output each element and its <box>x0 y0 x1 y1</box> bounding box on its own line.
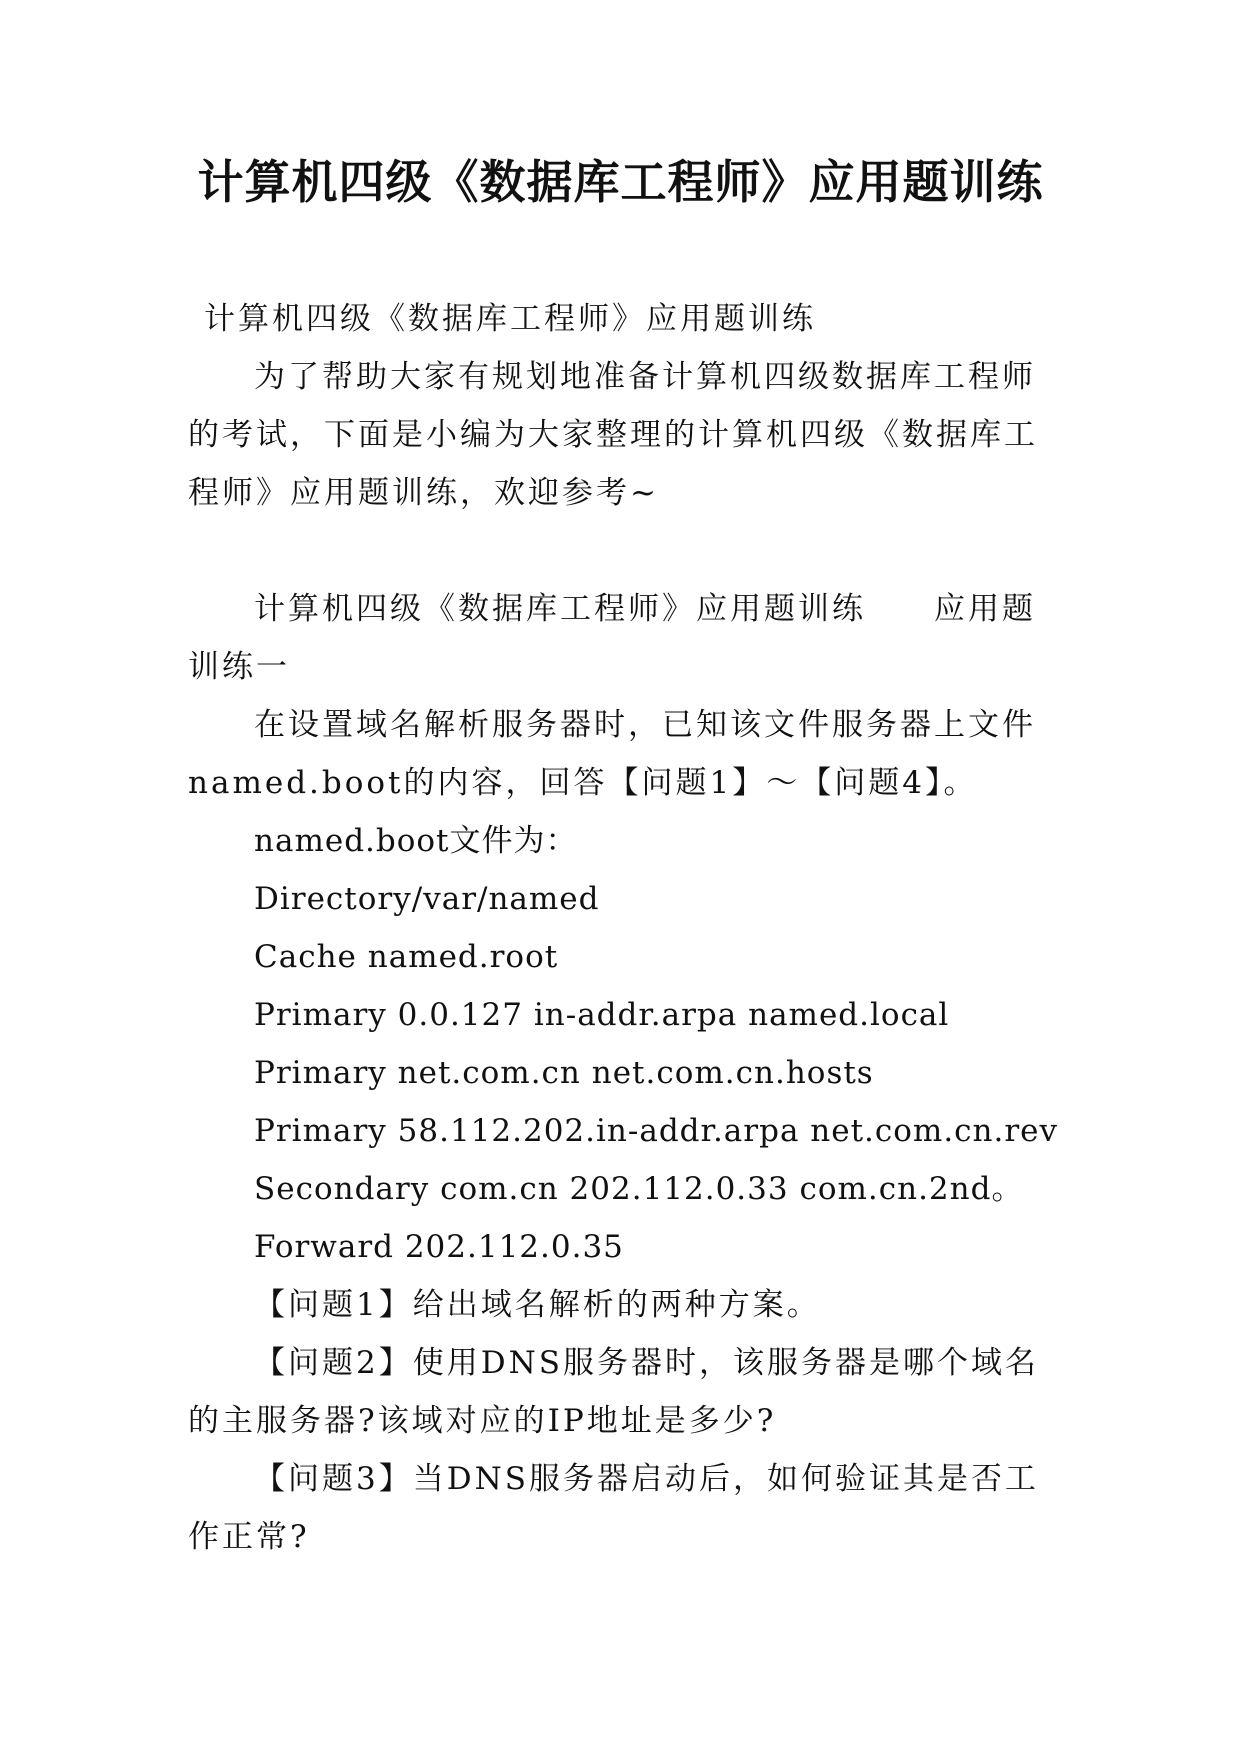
file-label: named.boot文件为： <box>254 823 578 859</box>
section-heading: 计算机四级《数据库工程师》应用题训练 应用题训练一 <box>188 591 1036 685</box>
document-title: 计算机四级《数据库工程师》应用题训练 <box>197 155 1044 209</box>
subtitle-line: 计算机四级《数据库工程师》应用题训练 <box>204 301 816 337</box>
file-line: Directory/var/named <box>254 881 600 917</box>
question-intro-paragraph: 在设置域名解析服务器时，已知该文件服务器上文件named.boot的内容，回答【问题1】～【问题4】。 <box>188 707 1036 801</box>
paragraph-gap <box>188 522 1054 580</box>
file-line: Cache named.root <box>254 939 559 975</box>
file-line: Forward 202.112.0.35 <box>254 1229 624 1265</box>
file-line: Primary 58.112.202.in-addr.arpa net.com.cn.rev <box>254 1113 1059 1149</box>
question-paragraph: 【问题3】当DNS服务器启动后，如何验证其是否工作正常? <box>188 1461 1039 1555</box>
document-body <box>188 290 1059 1566</box>
file-line: Primary net.com.cn net.com.cn.hosts <box>254 1055 874 1091</box>
intro-paragraph: 为了帮助大家有规划地准备计算机四级数据库工程师的考试，下面是小编为大家整理的计算机四级《数据库工程师》应用题训练，欢迎参考~ <box>188 359 1038 511</box>
question-paragraph: 【问题2】使用DNS服务器时，该服务器是哪个域名的主服务器?该域对应的IP地址是多少? <box>188 1345 1039 1439</box>
file-line: Primary 0.0.127 in-addr.arpa named.local <box>254 997 950 1033</box>
file-line: Secondary com.cn 202.112.0.33 com.cn.2nd。 <box>254 1171 1024 1207</box>
question-paragraph: 【问题1】给出域名解析的两种方案。 <box>254 1287 821 1323</box>
